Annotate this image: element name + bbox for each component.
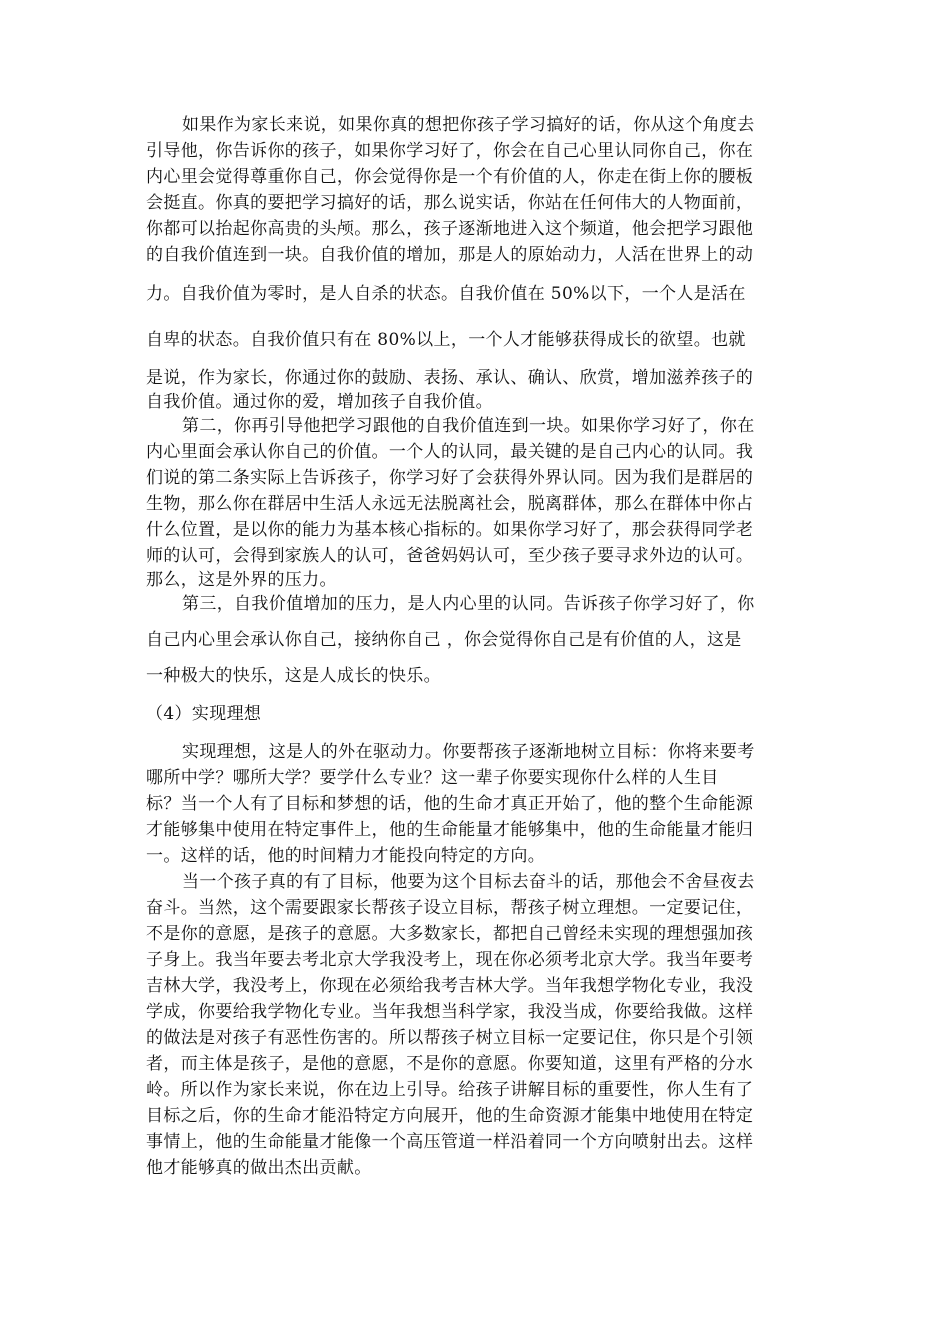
text-line: 事情上，他的生命能量才能像一个高压管道一样沿着同一个方向喷射出去。这样 xyxy=(146,1132,754,1152)
text-line: 目标之后，你的生命才能沿特定方向展开，他的生命资源才能集中地使用在特定 xyxy=(146,1106,754,1126)
text-line: 吉林大学，我没考上，你现在必须给我考吉林大学。当年我想学物化专业，我没 xyxy=(146,976,754,996)
text-line: 才能够集中使用在特定事件上，他的生命能量才能够集中，他的生命能量才能归 xyxy=(146,820,754,840)
text-line: 他才能够真的做出杰出贡献。 xyxy=(146,1158,372,1178)
text-line: 内心里会觉得尊重你自己，你会觉得你是一个有价值的人，你走在街上你的腰板 xyxy=(146,167,754,187)
text-line: 子身上。我当年要去考北京大学我没考上，现在你必须考北京大学。我当年要考 xyxy=(146,950,754,970)
text-line: 者，而主体是孩子，是他的意愿，不是你的意愿。你要知道，这里有严格的分水 xyxy=(146,1054,754,1074)
text-line: 哪所中学？哪所大学？要学什么专业？这一辈子你要实现你什么样的人生目 xyxy=(146,768,719,788)
text-line: 力。自我价值为零时，是人自杀的状态。自我价值在 50%以下，一个人是活在 xyxy=(146,284,746,304)
text-line: 的自我价值连到一块。自我价值的增加，那是人的原始动力，人活在世界上的动 xyxy=(146,245,754,265)
text-line: 不是你的意愿，是孩子的意愿。大多数家长，都把自己曾经未实现的理想强加孩 xyxy=(146,924,754,944)
section-heading: （4）实现理想 xyxy=(146,704,262,724)
text-line: 生物，那么你在群居中生活人永远无法脱离社会，脱离群体，那么在群体中你占 xyxy=(146,494,754,514)
text-line: 师的认可，会得到家族人的认可，爸爸妈妈认可，至少孩子要寻求外边的认可。 xyxy=(146,546,754,566)
text-line: 学成，你要给我学物化专业。当年我想当科学家，我没当成，你要给我做。这样 xyxy=(146,1002,754,1022)
text-line: 们说的第二条实际上告诉孩子，你学习好了会获得外界认同。因为我们是群居的 xyxy=(146,468,754,488)
text-line: 什么位置，是以你的能力为基本核心指标的。如果你学习好了，那会获得同学老 xyxy=(146,520,754,540)
text-line: 第二，你再引导他把学习跟他的自我价值连到一块。如果你学习好了，你在 xyxy=(182,416,755,436)
text-line: 引导他，你告诉你的孩子，如果你学习好了，你会在自己心里认同你自己，你在 xyxy=(146,141,754,161)
text-line: 一种极大的快乐，这是人成长的快乐。 xyxy=(146,666,441,686)
text-line: 你都可以抬起你高贵的头颅。那么，孩子逐渐地进入这个频道，他会把学习跟他 xyxy=(146,219,754,239)
text-line: 会挺直。你真的要把学习搞好的话，那么说实话，你站在任何伟大的人物面前， xyxy=(146,193,754,213)
text-line: 如果作为家长来说，如果你真的想把你孩子学习搞好的话，你从这个角度去 xyxy=(182,115,755,135)
text-line: 自我价值。通过你的爱，增加孩子自我价值。 xyxy=(146,392,493,412)
text-line: 岭。所以作为家长来说，你在边上引导。给孩子讲解目标的重要性，你人生有了 xyxy=(146,1080,754,1100)
text-line: 第三，自我价值增加的压力，是人内心里的认同。告诉孩子你学习好了，你 xyxy=(182,594,755,614)
text-line: 标？当一个人有了目标和梦想的话，他的生命才真正开始了，他的整个生命能源 xyxy=(146,794,754,814)
text-line: 奋斗。当然，这个需要跟家长帮孩子设立目标，帮孩子树立理想。一定要记住， xyxy=(146,898,754,918)
text-line: 内心里面会承认你自己的价值。一个人的认同，最关键的是自己内心的认同。我 xyxy=(146,442,754,462)
text-line: 自卑的状态。自我价值只有在 80%以上，一个人才能够获得成长的欲望。也就 xyxy=(146,330,746,350)
text-line: 是说，作为家长，你通过你的鼓励、表扬、承认、确认、欣赏，增加滋养孩子的 xyxy=(146,368,754,388)
text-line: 当一个孩子真的有了目标，他要为这个目标去奋斗的话，那他会不舍昼夜去 xyxy=(182,872,755,892)
text-line: 自己内心里会承认你自己，接纳你自己 ，你会觉得你自己是有价值的人，这是 xyxy=(146,630,742,650)
text-line: 实现理想，这是人的外在驱动力。你要帮孩子逐渐地树立目标：你将来要考 xyxy=(182,742,755,762)
text-line: 一。这样的话，他的时间精力才能投向特定的方向。 xyxy=(146,846,546,866)
text-line: 那么，这是外界的压力。 xyxy=(146,570,337,590)
text-line: 的做法是对孩子有恶性伤害的。所以帮孩子树立目标一定要记住，你只是个引领 xyxy=(146,1028,754,1048)
